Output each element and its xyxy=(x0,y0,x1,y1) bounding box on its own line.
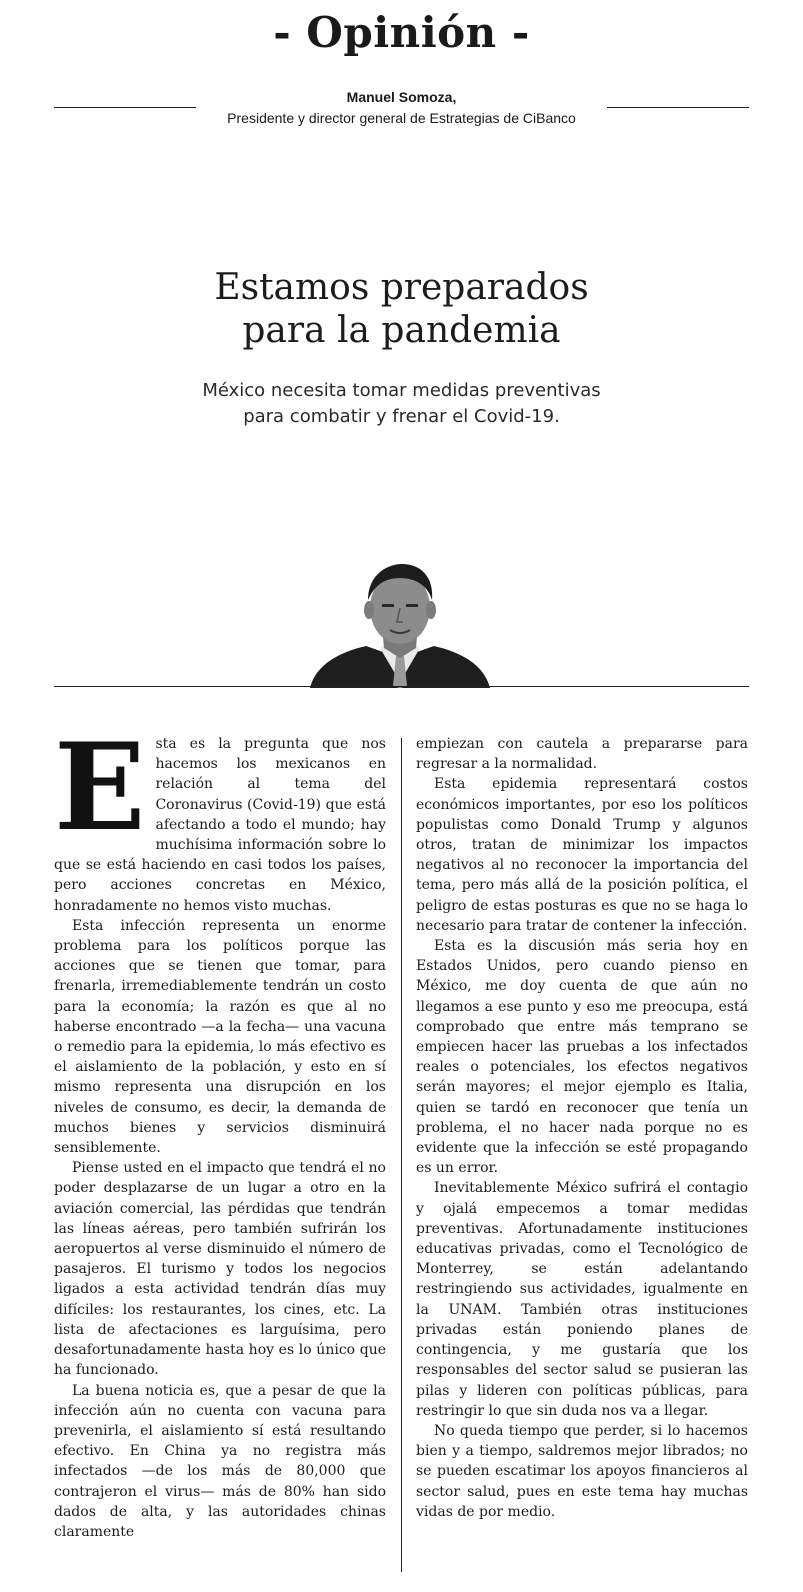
article-column-right xyxy=(416,734,748,1522)
paragraph-8: No queda tiempo que perder, si lo hacemos bien y a tiempo, saldremos mejor librados; no se pueden escatimar los apoyos financieros al sector salud, pues en este tema hay muchas vidas de por medio. xyxy=(416,1422,748,1520)
drop-cap: E xyxy=(54,717,146,858)
headline-line-2: para la pandemia xyxy=(242,310,561,351)
paragraph-3: Piense usted en el impacto que tendrá el no poder desplazarse de un lugar a otro en la aviación comercial, las pérdidas que tendrán las líneas aéreas, pero también sufrirán los aeropuertos al verse disminuido el número de pasajeros. El turismo y todos los negocios ligados a esta actividad tendrán días muy difíciles: los restaurantes, los cines, etc. La lista de afectaciones es larguísima, pero desafortunadamente hasta hoy es lo único que ha funcionado. xyxy=(54,1160,386,1379)
photo-rule xyxy=(54,686,749,687)
paragraph-7: Inevitablemente México sufrirá el contagio y ojalá empecemos a tomar medidas preventivas. Afortunadamente instituciones educativas privadas, como el Tecnológico de Monterrey, se están adelantando restringiendo sus actividades, igualmente en la UNAM. También otras instituciones privadas están poniendo planes de contingencia, y me gustaría que los responsables del sector salud se pusieran las pilas y lideren con políticas públicas, para restringir lo que sin duda nos va a llegar. xyxy=(416,1180,748,1419)
section-title: - Opinión - xyxy=(273,8,530,57)
paragraph-6: Esta es la discusión más seria hoy en Estados Unidos, pero cuando pienso en México, me doy cuenta de que aún no llegamos a ese punto y eso me preocupa, está comprobado que entre más temprano se empiecen hacer las pruebas a los infectados reales o potenciales, los efectos negativos serán mayores; el mejor ejemplo es Italia, quien se tardó en reconocer que tenía un problema, el no hacer nada porque no es evidente que la infección se esté propagando es un error. xyxy=(416,938,748,1177)
subhead-line-1: México necesita tomar medidas preventivas xyxy=(202,380,601,401)
headline-line-1: Estamos preparados xyxy=(214,267,589,308)
article-headline xyxy=(0,266,803,352)
paragraph-4-continued: empiezan con cautela a prepararse para regresar a la normalidad. xyxy=(416,736,748,773)
subhead-line-2: para combatir y frenar el Covid-19. xyxy=(243,406,560,427)
paragraph-4: La buena noticia es, que a pesar de que la infección aún no cuenta con vacuna para prevenirla, el aislamiento sí está resultando efectivo. En China ya no registra más infectados —de los más de 80,000 que contrajeron el virus— más de 80% han sido dados de alta, y las autoridades chinas claramente xyxy=(54,1382,386,1540)
column-divider xyxy=(401,738,402,1572)
author-name: Manuel Somoza, xyxy=(346,89,457,105)
paragraph-1: Esta es la pregunta que nos hacemos los mexicanos en relación al tema del Coronavirus (Covid-19) que está afectando a todo el mundo; hay muchísima información sobre lo que se está haciendo en casi todos los países, pero acciones concretas en México, honradamente no hemos visto muchas. xyxy=(54,717,386,914)
author-photo xyxy=(310,560,490,688)
article-column-left xyxy=(54,717,386,1542)
paragraph-2: Esta infección representa un enorme problema para los políticos porque las acciones que se tienen que tomar, para frenarla, irremediablemente tendrán un costo para la economía; la razón es que al no haberse encontrado —a la fecha— una vacuna o remedio para la epidemia, lo más efectivo es el aislamiento de la población, y esto en sí mismo representa una disrupción en los niveles de consumo, es decir, la demanda de muchos bienes y servicios disminuirá sensiblemente. xyxy=(54,917,386,1157)
author-rule-right xyxy=(607,107,749,108)
article-subhead xyxy=(0,378,803,430)
paragraph-5: Esta epidemia representará costos económicos importantes, por eso los políticos populistas como Donald Trump y algunos otros, tratan de minimizar los impactos negativos al no reconocer la importancia del tema, pero más allá de la posición política, el peligro de estas posturas es que no se haga lo necesario para tratar de contener la infección. xyxy=(416,776,748,934)
author-role: Presidente y director general de Estrategias de CiBanco xyxy=(227,110,576,126)
author-rule-left xyxy=(54,107,196,108)
